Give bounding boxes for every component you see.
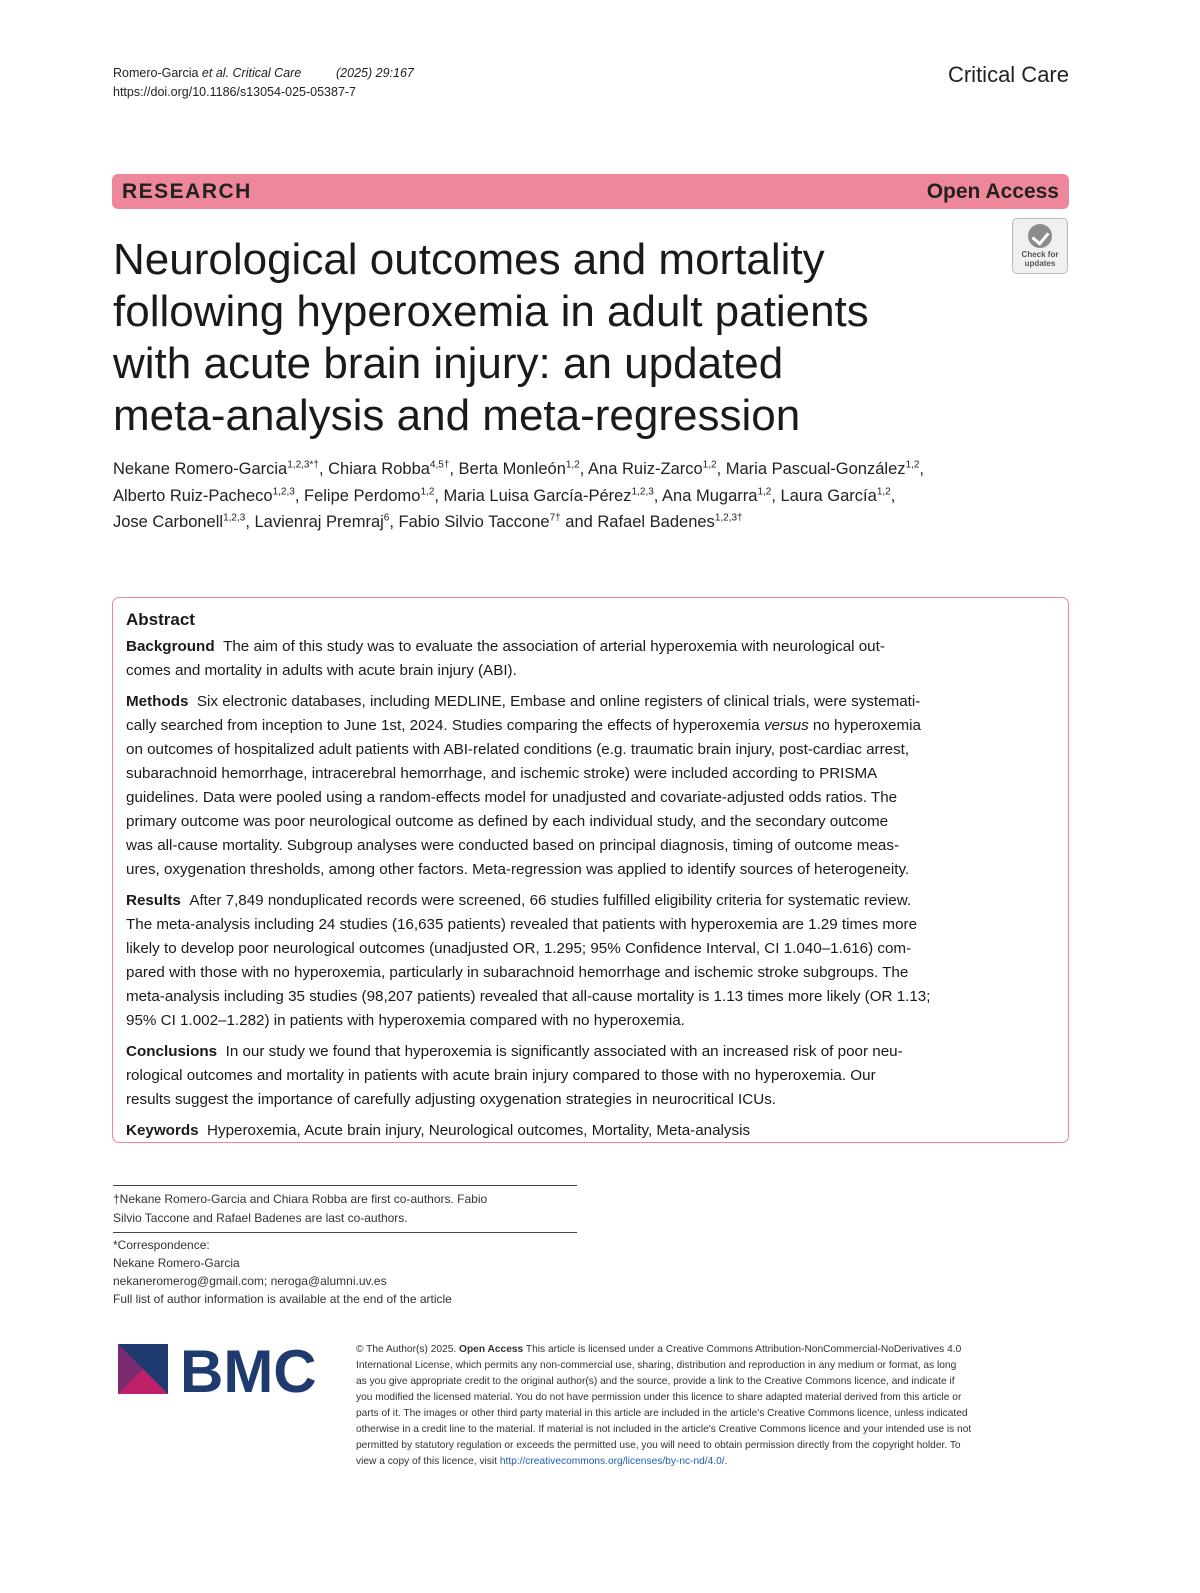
- author-affil: 6: [383, 512, 390, 524]
- license-text: This article is licensed under a Creative Commons Attribution-NonCommercial-NoDerivatives 4.0: [523, 1344, 962, 1355]
- footnote-divider: [113, 1232, 577, 1233]
- abstract-line: [126, 1119, 1056, 1143]
- bmc-logo: [118, 1340, 328, 1396]
- author-affil: 1,2,3: [631, 486, 654, 497]
- abstract-line: [126, 1040, 1056, 1064]
- methods-label: Methods: [126, 693, 189, 710]
- keywords-label: Keywords: [126, 1122, 199, 1139]
- abstract-line: was all-cause mortality. Subgroup analyses were conducted based on principal diagnosis, timing of outcome meas-: [126, 837, 899, 854]
- abstract-line: primary outcome was poor neurological outcome as defined by each individual study, and the secondary outcome: [126, 813, 889, 830]
- license-line: permitted by statutory regulation or exceeds the permitted use, you will need to obtain permission directly from the copyright holder. To: [356, 1440, 961, 1451]
- check-updates-line2: updates: [1024, 259, 1056, 268]
- author-affil: 1,2: [757, 486, 772, 497]
- title-line: following hyperoxemia in adult patients: [113, 287, 869, 336]
- author-affil: 1,2: [565, 459, 580, 471]
- open-access-label: Open Access: [926, 179, 1059, 203]
- article-type-banner: [112, 174, 1069, 209]
- author-name[interactable]: , Fabio Silvio Taccone: [389, 513, 550, 531]
- abstract-text: After 7,849 nonduplicated records were screened, 66 studies fulfilled eligibility criteria for systematic review.: [189, 892, 912, 909]
- author-affil: 1,2: [905, 459, 920, 471]
- license-line: otherwise in a credit line to the material. If material is not included in the article's Creative Commons licence and your intended use is not: [356, 1424, 972, 1435]
- footnote-divider: [113, 1185, 577, 1186]
- abstract-line: on outcomes of hospitalized adult patients with ABI-related conditions (e.g. traumatic brain injury, post-cardiac arrest,: [126, 741, 910, 758]
- license-copyright: © The Author(s) 2025.: [356, 1344, 460, 1355]
- abstract-line: guidelines. Data were pooled using a random-effects model for unadjusted and covariate-adjusted odds ratios. The: [126, 789, 898, 806]
- citation-author: Romero-Garcia: [113, 66, 199, 80]
- author-affil: 1,2,3: [223, 512, 246, 524]
- author-separator: ,: [919, 460, 924, 478]
- author-affil: 1,2: [876, 486, 891, 497]
- author-affil: 1,2: [702, 459, 717, 471]
- citation-et-al: et al.: [201, 66, 230, 80]
- abstract-line: [126, 635, 1056, 659]
- author-affil: 1,2,3†: [714, 512, 743, 524]
- co-author-footnote: [113, 1190, 487, 1228]
- abstract-italic: versus: [763, 717, 809, 734]
- check-updates-icon: [1028, 224, 1052, 248]
- abstract-text: cally searched from inception to June 1st, 2024. Studies comparing the effects of hyperoxemia: [126, 717, 764, 734]
- author-affil: 1,2: [420, 486, 435, 497]
- license-url-link[interactable]: http://creativecommons.org/licenses/by-nc-nd/4.0/: [499, 1456, 725, 1467]
- abstract-text: In our study we found that hyperoxemia is significantly associated with an increased risk of poor neu-: [225, 1043, 903, 1060]
- abstract-results: [126, 889, 1056, 1033]
- abstract-line: rological outcomes and mortality in patients with acute brain injury compared to those with no hyperoxemia. Our: [126, 1067, 876, 1084]
- author-list: [113, 456, 1073, 536]
- title-line: meta-analysis and meta-regression: [113, 391, 801, 440]
- license-line: [356, 1342, 1071, 1358]
- author-line: [113, 509, 1073, 536]
- author-affil: 1,2,3: [272, 486, 295, 497]
- author-name[interactable]: Jose Carbonell: [113, 513, 224, 531]
- author-line: [113, 483, 1073, 510]
- abstract-box: [112, 597, 1069, 1143]
- author-name[interactable]: , Maria Luisa García-Pérez: [434, 486, 632, 505]
- abstract-line: The meta-analysis including 24 studies (16,635 patients) revealed that patients with hyperoxemia are 1.29 times more: [126, 916, 918, 933]
- check-updates-line1: Check for: [1021, 250, 1059, 259]
- author-line: [113, 456, 1073, 483]
- footnote-line: †Nekane Romero-Garcia and Chiara Robba are first co-authors. Fabio: [113, 1192, 488, 1206]
- license-line: [356, 1454, 1071, 1470]
- abstract-line: pared with those with no hyperoxemia, particularly in subarachnoid hemorrhage and ischemic stroke subgroups. The: [126, 964, 909, 981]
- abstract-line: 95% CI 1.002–1.282) in patients with hyperoxemia compared with no hyperoxemia.: [126, 1012, 685, 1029]
- abstract-heading: Abstract: [126, 610, 195, 629]
- author-name[interactable]: Alberto Ruiz-Pacheco: [113, 486, 273, 505]
- conclusions-label: Conclusions: [126, 1043, 218, 1060]
- author-name[interactable]: , Maria Pascual-González: [716, 460, 906, 478]
- title-line: with acute brain injury: an updated: [113, 339, 784, 388]
- citation-year-volume: (2025) 29:167: [336, 66, 414, 80]
- abstract-line: subarachnoid hemorrhage, intracerebral hemorrhage, and ischemic stroke) were included according to PRISMA: [126, 765, 878, 782]
- abstract-conclusions: [126, 1040, 1056, 1112]
- citation-journal: Critical Care: [232, 66, 302, 80]
- article-title: [113, 234, 973, 442]
- correspondence-email[interactable]: nekaneromerog@gmail.com; neroga@alumni.uv.es: [113, 1274, 387, 1288]
- author-name[interactable]: , Chiara Robba: [318, 460, 430, 478]
- title-line: Neurological outcomes and mortality: [113, 235, 825, 284]
- doi-link[interactable]: https://doi.org/10.1186/s13054-025-05387-7: [113, 85, 357, 99]
- author-affil: 7†: [549, 512, 561, 524]
- abstract-line: comes and mortality in adults with acute brain injury (ABI).: [126, 662, 517, 679]
- correspondence-label: *Correspondence:: [113, 1238, 210, 1252]
- abstract-text: no hyperoxemia: [808, 717, 921, 734]
- check-for-updates-button[interactable]: [1012, 218, 1068, 274]
- author-name[interactable]: , Ana Mugarra: [653, 486, 758, 505]
- author-name[interactable]: and Rafael Badenes: [560, 513, 715, 531]
- license-text: .: [724, 1456, 728, 1467]
- license-line: you modified the licensed material. You do not have permission under this licence to share adapted material derived from this article or: [356, 1392, 962, 1403]
- abstract-keywords: [126, 1119, 1056, 1143]
- abstract-text: Six electronic databases, including MEDLINE, Embase and online registers of clinical trials, were systemati-: [196, 693, 921, 710]
- article-type-label: RESEARCH: [122, 179, 252, 203]
- correspondence-footnote: [113, 1236, 452, 1308]
- author-name[interactable]: , Laura García: [771, 486, 877, 505]
- author-separator: ,: [890, 486, 896, 505]
- citation-header: [113, 64, 414, 102]
- citation-line: [113, 64, 414, 83]
- correspondence-name: Nekane Romero-Garcia: [113, 1256, 240, 1270]
- author-name[interactable]: , Felipe Perdomo: [294, 486, 421, 505]
- background-label: Background: [126, 638, 215, 655]
- abstract-line: ures, oxygenation thresholds, among other factors. Meta-regression was applied to identify sources of heterogeneity.: [126, 861, 910, 878]
- license-line: International License, which permits any non-commercial use, sharing, distribution and reproduction in any medium or format, as long: [356, 1360, 957, 1371]
- license-line: parts of it. The images or other third party material in this article are included in the article's Creative Commons licence, unless indicated: [356, 1408, 968, 1419]
- author-name[interactable]: Nekane Romero-Garcia: [113, 460, 288, 478]
- abstract-line: results suggest the importance of carefully adjusting oxygenation strategies in neurocritical ICUs.: [126, 1091, 777, 1108]
- keywords-text: Hyperoxemia, Acute brain injury, Neurological outcomes, Mortality, Meta-analysis: [207, 1122, 751, 1139]
- abstract-line: [126, 690, 1056, 714]
- abstract-line: [126, 714, 1056, 738]
- author-name[interactable]: , Lavienraj Premraj: [245, 513, 384, 531]
- abstract-text: The aim of this study was to evaluate the association of arterial hyperoxemia with neurological out-: [223, 638, 885, 655]
- author-affil: 1,2,3*†: [287, 459, 319, 471]
- author-name[interactable]: , Ana Ruiz-Zarco: [579, 460, 703, 478]
- license-statement: [356, 1342, 1071, 1470]
- journal-name: Critical Care: [947, 62, 1069, 87]
- author-name[interactable]: , Berta Monleón: [449, 460, 566, 478]
- footnote-line: Silvio Taccone and Rafael Badenes are last co-authors.: [113, 1211, 408, 1225]
- license-open-access: Open Access: [459, 1344, 524, 1355]
- abstract-methods: [126, 690, 1056, 882]
- license-text: view a copy of this licence, visit: [356, 1456, 500, 1467]
- abstract-line: [126, 889, 1056, 913]
- license-line: as you give appropriate credit to the original author(s) and the source, provide a link to the Creative Commons licence, and indicate if: [356, 1376, 955, 1387]
- abstract-background: [126, 635, 1056, 683]
- bmc-logo-graphic: [118, 1340, 328, 1396]
- author-affil: 4,5†: [429, 459, 450, 471]
- abstract-line: meta-analysis including 35 studies (98,207 patients) revealed that all-cause mortality is 1.13 times more likely (OR 1.13;: [126, 988, 931, 1005]
- abstract-line: likely to develop poor neurological outcomes (unadjusted OR, 1.295; 95% Confidence Interval, CI 1.040–1.616) com-: [126, 940, 912, 957]
- author-info-note: Full list of author information is available at the end of the article: [113, 1292, 452, 1306]
- logo-text: BMC: [180, 1340, 317, 1396]
- results-label: Results: [126, 892, 181, 909]
